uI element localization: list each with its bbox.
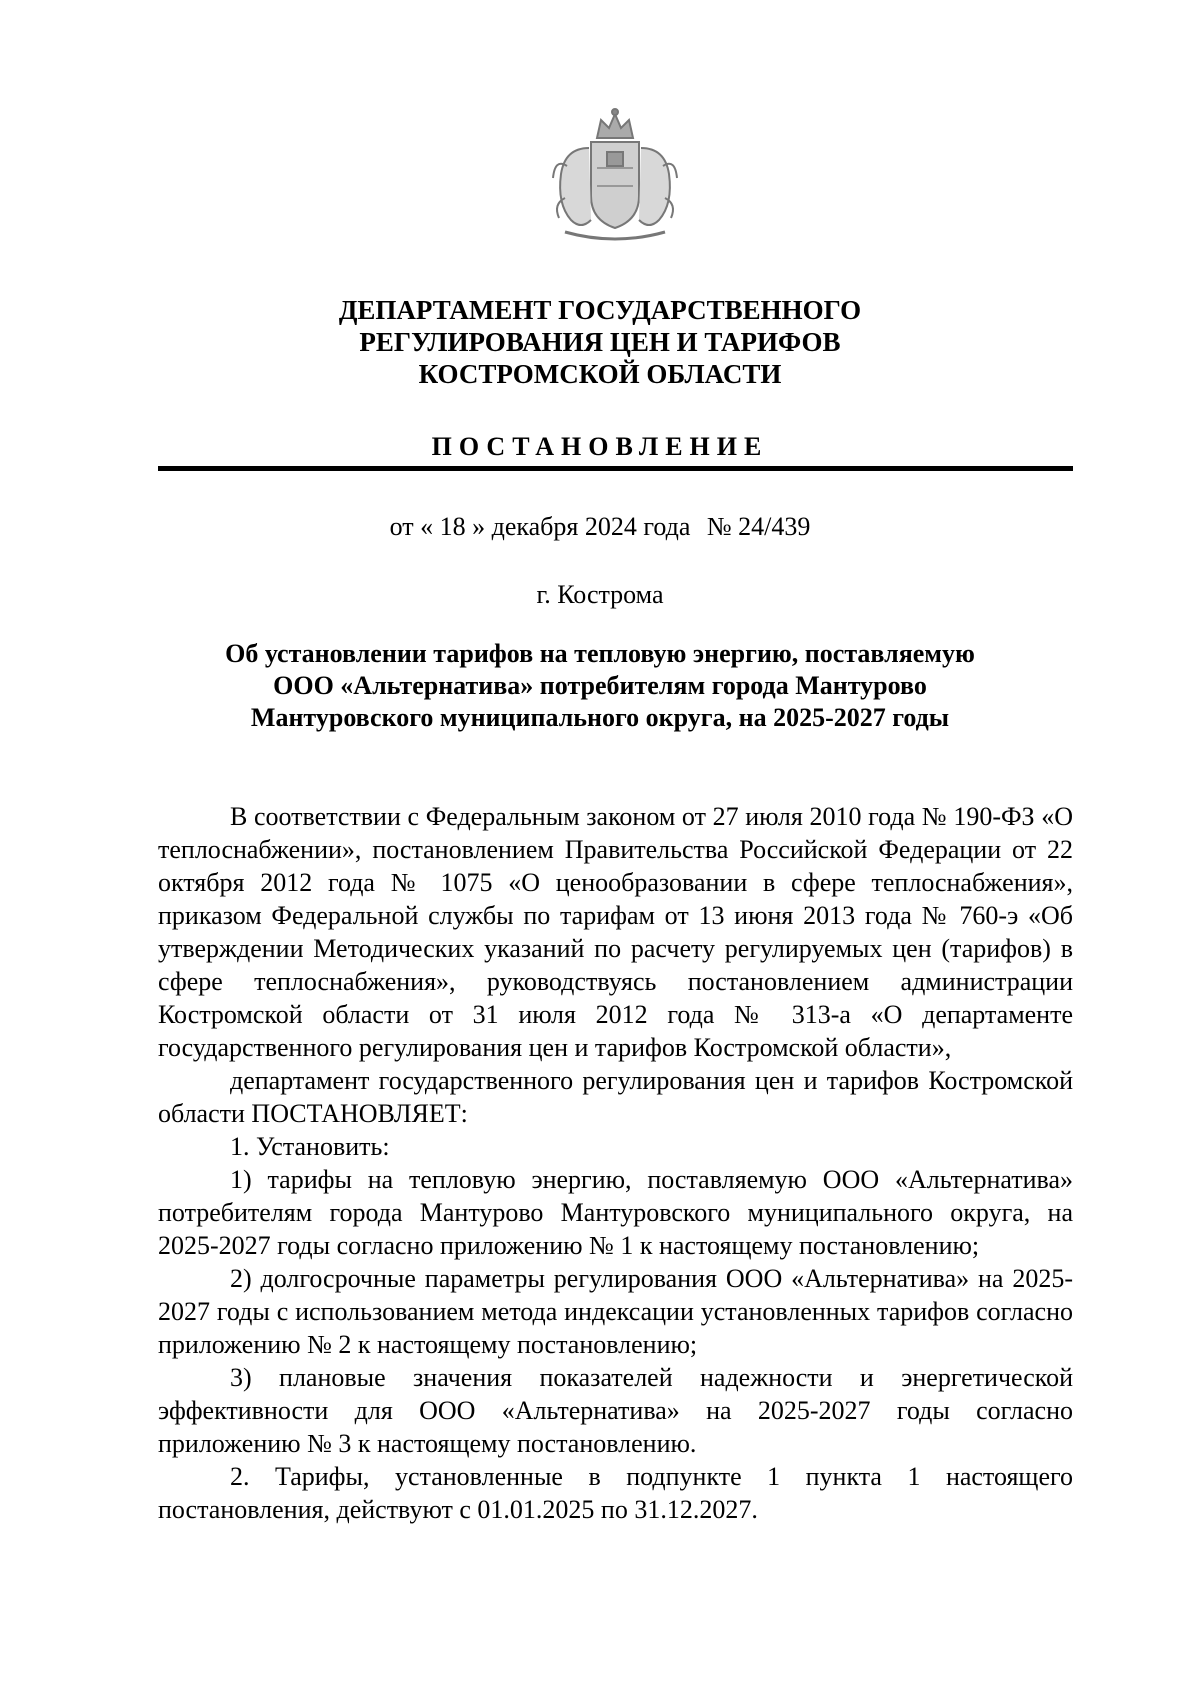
preamble-paragraph: В соответствии с Федеральным законом от 27 июля 2010 года № 190-ФЗ «О теплоснабжении», постановлением Правительства Российской Федерации от 22 октября 2012 года № 1075 «О ценообразовании в сфере теплоснабжения», приказом Федеральной службы по тарифам от 13 июня 2013 года № 760-э «Об утверждении Методических указаний по расчету регулируемых цен (тарифов) в сфере теплоснабжения», руководствуясь постановлением администрации Костромской области от 31 июля 2012 года № 313-а «О департаменте государственного регулирования цен и тарифов Костромской области», xyxy=(158,802,1073,1062)
item-1-subitem-3: 3) плановые значения показателей надежности и энергетической эффективности для ООО «Альтернатива» на 2025-2027 годы согласно приложению № 3 к настоящему постановлению. xyxy=(158,1363,1073,1458)
resolution-paragraph: департамент государственного регулирования цен и тарифов Костромской области ПОСТАНОВЛЯЕТ: xyxy=(158,1066,1073,1128)
item-2: 2. Тарифы, установленные в подпункте 1 пункта 1 настоящего постановления, действуют с 01.01.2025 по 31.12.2027. xyxy=(158,1462,1073,1524)
header-divider xyxy=(158,466,1073,471)
department-line: РЕГУЛИРОВАНИЯ ЦЕН И ТАРИФОВ xyxy=(359,327,841,357)
document-number: № 24/439 xyxy=(706,512,811,541)
document-type: ПОСТАНОВЛЕНИЕ xyxy=(431,432,769,461)
department-line: ДЕПАРТАМЕНТ ГОСУДАРСТВЕННОГО xyxy=(338,295,862,325)
document-body xyxy=(158,800,1073,1526)
item-1-subitem-1: 1) тарифы на тепловую энергию, поставляемую ООО «Альтернатива» потребителям города Мантурово Мантуровского муниципального округа, на 2025-2027 годы согласно приложению № 1 к настоящему постановлению; xyxy=(158,1165,1073,1260)
item-1: 1. Установить: xyxy=(230,1132,390,1161)
department-line: КОСТРОМСКОЙ ОБЛАСТИ xyxy=(418,359,782,389)
document-date-line xyxy=(0,512,1200,542)
document-title xyxy=(0,638,1200,734)
title-line: Об установлении тарифов на тепловую энергию, поставляемую xyxy=(225,639,975,668)
item-1-subitem-2: 2) долгосрочные параметры регулирования ООО «Альтернатива» на 2025-2027 годы с использованием метода индексации установленных тарифов согласно приложению № 2 к настоящему постановлению; xyxy=(158,1264,1073,1359)
title-line: Мантуровского муниципального округа, на 2025-2027 годы xyxy=(250,703,950,732)
department-name xyxy=(0,294,1200,390)
document-date: от « 18 » декабря 2024 года xyxy=(389,512,691,541)
coat-of-arms-icon xyxy=(535,108,695,248)
title-line: ООО «Альтернатива» потребителям города Мантурово xyxy=(273,671,927,700)
document-city: г. Кострома xyxy=(536,580,664,609)
